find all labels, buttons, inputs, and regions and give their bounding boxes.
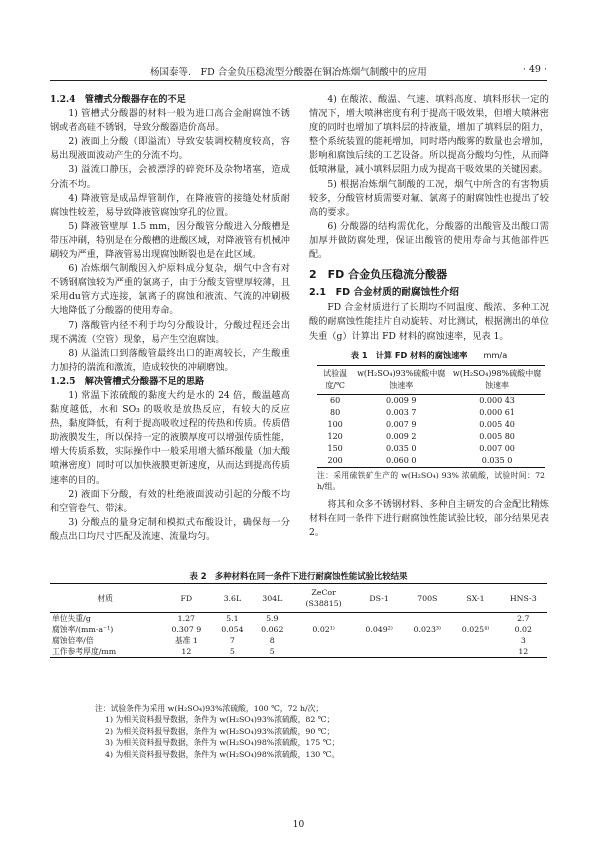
table2-note-line: 2) 为相关资料报导数据，条件为 w(H₂SO₄)93%浓硫酸，90 ℃； — [105, 726, 335, 736]
table2-row — [50, 635, 547, 646]
table2-header-cell: 3.6L — [212, 584, 252, 613]
paragraph: 5) 降液管壁厚 1.5 mm，因分酸管分酸进入分酸槽是带压冲刷，特别是在分酸槽的进酸区域，对降液管有机械冲刷较为严重，降液管易出现腐蚀断裂也是在此区域。 — [50, 220, 290, 261]
table1-cell: 0.005 40 — [479, 419, 515, 429]
table2-note-line: 4) 为相关资料报导数据，条件为 w(H₂SO₄)98%浓硫酸，130 ℃。 — [105, 749, 340, 759]
table1-header-cell: w(H₂SO₄)93%硫酸中腐蚀速率 — [353, 365, 449, 394]
table1-note: 注：采用硫铁矿生产的 w(H₂SO₄) 93% 浓硫酸，试验时间：72 h/组。 — [317, 470, 545, 491]
table1-row — [317, 443, 545, 455]
table2-cell — [451, 613, 499, 625]
table1-row — [317, 455, 545, 468]
paragraph: FD 合金材质进行了长期均不同温度、酸浓、多种工况酸的耐腐蚀性能挂片自动旋转、对比测试，根据测出的单位失重（g）计算出 FD 材料的腐蚀速率，见表 1。 — [309, 302, 549, 342]
table2-cell — [292, 613, 355, 625]
running-title: 杨国泰等. FD 合金负压稳流型分酸器在铜冶炼烟气制酸中的应用 — [150, 67, 427, 78]
table1-cell: 0.005 80 — [479, 431, 515, 441]
table2-cell: 3 — [520, 636, 526, 645]
section-heading: 2 FD 合金负压稳流分酸器 — [309, 268, 448, 282]
table1 — [317, 365, 545, 468]
table2-cell: 0.307 9 — [171, 625, 202, 634]
table2-header-cell: SX-1 — [451, 584, 499, 613]
table2-cell: 2.7 — [517, 614, 530, 623]
table1-row — [317, 431, 545, 443]
table1-cell: 0.060 0 — [353, 455, 449, 468]
running-header — [50, 60, 547, 81]
table2-cell — [355, 646, 403, 658]
table1-row — [317, 419, 545, 431]
table1-header-cell: w(H₂SO₄)98%硫酸中腐蚀速率 — [449, 365, 545, 394]
table1-cell: 150 — [327, 443, 343, 453]
table2-cell: 0.025⁴⁾ — [461, 625, 490, 634]
table2-row — [50, 613, 547, 625]
paragraph: 3) 溢流口静压，会被漂浮的碎瓷环及杂物堵塞，造成分流不均。 — [50, 164, 290, 190]
left-column — [50, 93, 290, 544]
table2-cell: 8 — [269, 636, 275, 645]
right-column — [309, 93, 549, 540]
table2-cell: 1.27 — [177, 614, 196, 623]
section-heading: 2.1 FD 合金材质的耐腐蚀性介绍 — [309, 287, 459, 299]
table2-cell — [403, 646, 451, 658]
table2-cell: 基准 1 — [174, 636, 198, 645]
table2 — [50, 583, 547, 658]
table1-title: 表 1 计算 FD 材料的腐蚀速率 — [350, 349, 468, 360]
table2-note-line: 1) 为相关资料报导数据，条件为 w(H₂SO₄)93%浓硫酸，82 ℃； — [105, 715, 335, 725]
table2-cell: 单位失重/g — [52, 614, 91, 623]
subsection-heading: 1.2.5 解决管槽式分酸器不足的思路 — [50, 375, 205, 387]
table1-cell: 120 — [327, 431, 343, 441]
paragraph: 7) 落酸管内径不利于均匀分酸设计，分酸过程还会出现不满流（空管）现象，易产生空泡腐蚀。 — [50, 319, 290, 345]
table1-cell: 0.009 2 — [385, 431, 417, 441]
paragraph: 将其和众多不锈钢材料、多种自主研发的合金配比精炼材料在同一条件下进行耐腐蚀性能试验比较，部分结果见表 2。 — [309, 498, 549, 538]
table2-cell: 5 — [212, 646, 252, 658]
table1-cell: 0.035 0 — [385, 443, 417, 453]
table2-header-cell: 700S — [403, 584, 451, 613]
table2-cell — [292, 635, 355, 646]
table2-cell: 0.023³⁾ — [413, 625, 441, 634]
table2-cell: 工作参考厚度/mm — [50, 646, 160, 658]
table2-cell — [403, 613, 451, 625]
table2-caption: 表 2 多种材料在同一条件下进行耐腐蚀性能试验比较结果 — [189, 571, 408, 581]
table1-row — [317, 394, 545, 407]
table1-cell: 0.003 7 — [385, 407, 417, 417]
table1-cell: 0.007 00 — [479, 443, 515, 453]
table2-cell: 0.02 — [514, 625, 532, 634]
table2-cell — [451, 635, 499, 646]
right-column-top — [309, 93, 549, 344]
table2-header-cell: DS-1 — [355, 584, 403, 613]
journal-page-number: · 49 · — [522, 64, 547, 75]
table2-notes — [95, 703, 339, 760]
paragraph: 2) 液面下分酸，有效的杜绝液面波动引起的分酸不均和空管卷气、带沫。 — [50, 488, 290, 514]
table2-cell: 0.054 — [221, 625, 244, 634]
table2-cell — [451, 646, 499, 658]
table2-header-cell: ZeCor (S38815) — [292, 584, 355, 613]
table2-note-line: 3) 为相关资料报导数据，条件为 w(H₂SO₄)98%浓硫酸，175 ℃； — [105, 738, 340, 748]
table2-cell: 5.1 — [226, 614, 239, 623]
table2-cell: 腐蚀倍率/倍 — [52, 636, 94, 645]
table1-cell: 200 — [317, 455, 353, 468]
paragraph: 6) 冶炼烟气制酸因入炉原料成分复杂，烟气中含有对不锈钢腐蚀较为严重的氯离子，由于分酸支管壁厚较薄，且采用du管方式连接，氯离子的腐蚀和液流、气流的冲刷极大地降低了分酸器的使用寿命。 — [50, 263, 290, 317]
table1-row — [317, 407, 545, 419]
table2-header-cell: HNS-3 — [500, 584, 547, 613]
table2-cell — [355, 635, 403, 646]
table2-header-cell: 304L — [252, 584, 292, 613]
table1-cell: 100 — [327, 419, 343, 429]
table2-cell: 0.062 — [261, 625, 284, 634]
table1-cell: 80 — [330, 407, 341, 417]
table1-cell: 60 — [330, 395, 341, 405]
table2-cell: 5.9 — [266, 614, 279, 623]
table1-caption — [309, 348, 549, 362]
paragraph: 4) 降液管是成品焊管制作，在降液管的接缝处材质耐腐蚀性较差，易导致降液管腐蚀穿孔的位置。 — [50, 192, 290, 218]
subsection-heading: 1.2.4 管槽式分酸器存在的不足 — [50, 94, 186, 105]
table1-cell: 0.009 9 — [385, 395, 417, 405]
table2-cell: 12 — [500, 646, 547, 658]
table1-cell: 0.007 9 — [385, 419, 417, 429]
paragraph: 3) 分酸点的量身定制和模拟式布酸设计，确保每一分酸点出口均尺寸匹配及流速、流量均匀。 — [50, 516, 290, 542]
table2-cell: 0.049²⁾ — [365, 625, 393, 634]
table1-header-cell: 试验温度/℃ — [317, 365, 353, 394]
paragraph: 4) 在酸浓、酸温、气速、填料高度、填料形状一定的情况下，增大喷淋密度有利于提高干吸效果，但增大喷淋密度的同时也增加了填料层的持液量，增加了填料层的阻力，整个系统装置的能耗增加，同时塔内酸雾的数量也会增加，影响和腐蚀后续的工艺设备。所以提高分酸均匀性，从而降低喷淋量，减小填料层阻力成为提高干吸效果的关键因素。 — [309, 94, 549, 176]
table2-row — [50, 624, 547, 635]
footer-page-number: 10 — [292, 820, 305, 830]
table2-cell: 7 — [229, 636, 235, 645]
table1-unit: mm/a — [483, 349, 508, 360]
table1-cell: 0.035 0 — [449, 455, 545, 468]
paragraph: 2) 液面上分酸（即溢流）导致安装调校精度较高，容易出现液面波动产生的分流不均。 — [50, 136, 290, 162]
table2-cell: 12 — [160, 646, 212, 658]
right-column-bottom — [309, 498, 549, 540]
paragraph: 6) 分酸器的结构需优化，分酸器的出酸管及出酸口需加厚并做防腐处理，保证出酸管的使用寿命与其他部件匹配。 — [309, 220, 549, 261]
table1-cell: 0.000 43 — [479, 395, 515, 405]
table2-header-cell: FD — [160, 584, 212, 613]
table2-row — [50, 646, 547, 658]
table1-cell: 0.000 61 — [479, 407, 515, 417]
table2-cell: 0.02¹⁾ — [312, 625, 335, 634]
table2-cell: 5 — [252, 646, 292, 658]
table2-cell — [403, 635, 451, 646]
table2-cell — [355, 613, 403, 625]
table2-note-line: 注：试验条件为采用 w(H₂SO₄)93%浓硫酸，100 ℃，72 h/次； — [95, 704, 324, 713]
paragraph: 1) 常温下浓硫酸的黏度大约是水的 24 倍，酸温越高黏度越低，水和 SO₃ 的吸收是放热反应，有较大的反应热，黏度降低，有利于提高吸收过程的传热和传质。传质借助液膜发生，所以保持一定的液膜厚度可以增强传质性能，增大传质系数，实际操作中一般采用增大循环酸量（加大酸喷淋密度）同时可以加快液膜更新速度，从而达到提高传质速率的目的。 — [50, 389, 290, 486]
table2-cell — [292, 646, 355, 658]
paragraph: 1) 管槽式分酸器的材料一般为进口高合金耐腐蚀不锈钢或者高硅不锈钢，导致分酸器造价高昂。 — [50, 108, 290, 134]
table2-header-cell: 材质 — [50, 584, 160, 613]
table2-cell: 腐蚀率/(mm·a⁻¹) — [52, 625, 114, 634]
paragraph: 8) 从溢流口到落酸管最终出口的距离较长，产生酸重力加持的湍流和激流，造成较快的冲刷磨蚀。 — [50, 347, 290, 373]
paragraph: 5) 根据冶炼烟气制酸的工况，烟气中所含的有害物质较多，分酸管材质需要对氟、氯离子的耐腐蚀性也提出了较高的要求。 — [309, 178, 549, 218]
